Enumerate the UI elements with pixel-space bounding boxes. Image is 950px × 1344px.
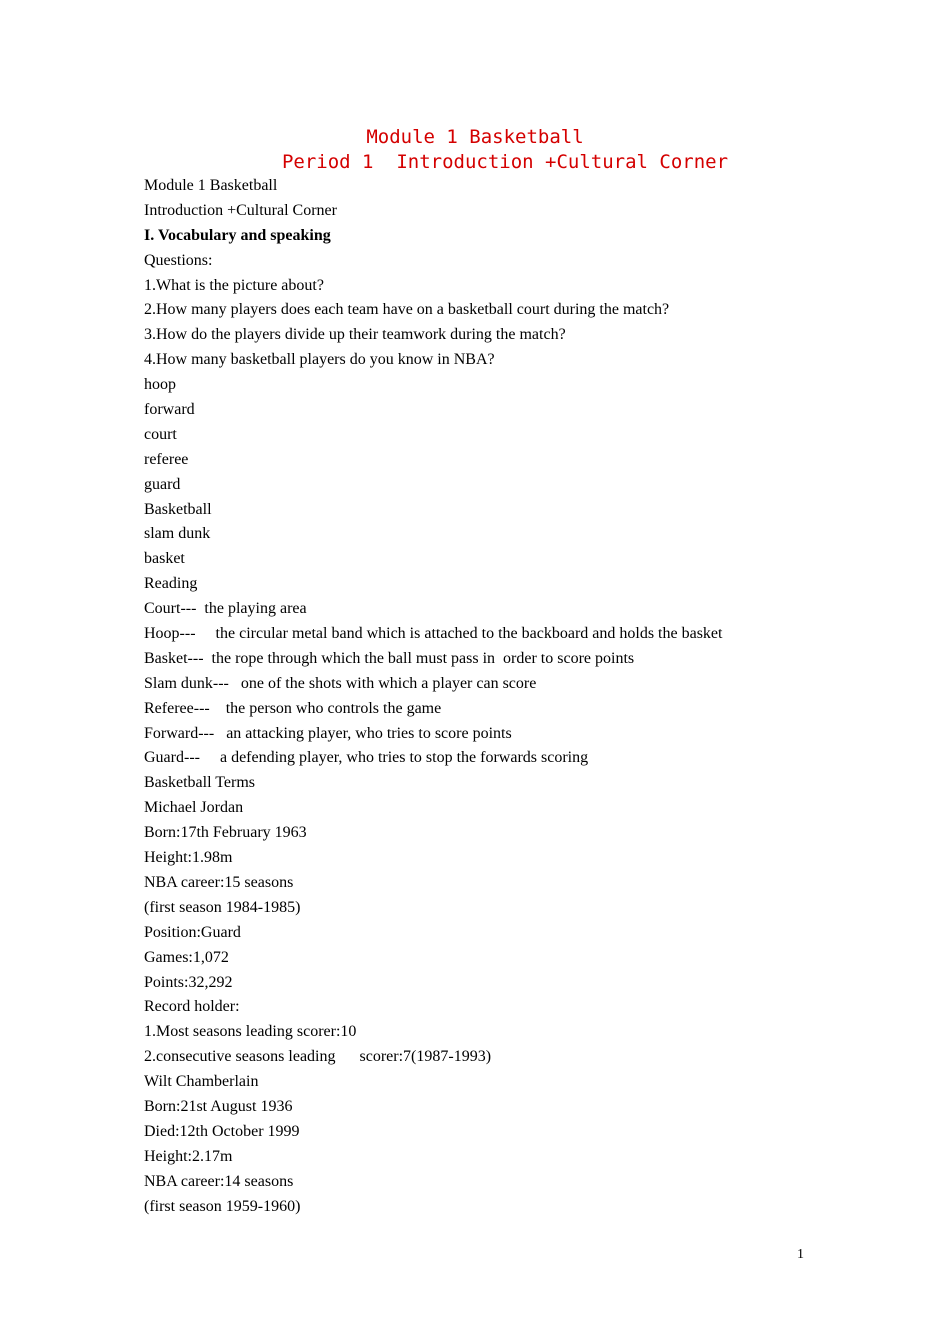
text-line: Wilt Chamberlain — [144, 1073, 259, 1091]
text-line: guard — [144, 475, 181, 493]
text-line: (first season 1984-1985) — [144, 898, 301, 916]
text-line: (first season 1959-1960) — [144, 1197, 301, 1215]
text-line: Court--- the playing area — [144, 600, 307, 618]
text-line: NBA career:15 seasons — [144, 873, 294, 891]
text-line: Points:32,292 — [144, 973, 233, 991]
module-title: Module 1 Basketball — [366, 126, 584, 148]
text-line: Died:12th October 1999 — [144, 1122, 300, 1140]
text-line: Referee--- the person who controls the game — [144, 699, 442, 717]
text-line: NBA career:14 seasons — [144, 1172, 294, 1190]
text-line: 2.consecutive seasons leading scorer:7(1987-1993) — [144, 1048, 492, 1066]
text-line: basket — [144, 550, 185, 568]
text-line: 3.How do the players divide up their teamwork during the match? — [144, 326, 566, 344]
section-heading: I. Vocabulary and speaking — [144, 226, 331, 244]
text-line: Reading — [144, 575, 198, 593]
text-line: Basketball Terms — [144, 774, 256, 792]
text-line: 2.How many players does each team have on a basketball court during the match? — [144, 301, 670, 319]
text-line: forward — [144, 401, 195, 419]
text-line: Guard--- a defending player, who tries to stop the forwards scoring — [144, 749, 589, 767]
text-line: Hoop--- the circular metal band which is attached to the backboard and holds the basket — [144, 625, 723, 643]
text-line: court — [144, 425, 177, 443]
text-line: Questions: — [144, 251, 213, 269]
page-number: 1 — [797, 1247, 804, 1262]
text-line: 1.Most seasons leading scorer:10 — [144, 1023, 357, 1041]
text-line: Height:1.98m — [144, 849, 233, 867]
period-title: Period 1 Introduction +Cultural Corner — [281, 151, 729, 173]
text-line: Basket--- the rope through which the ball must pass in order to score points — [144, 649, 635, 667]
text-line: Introduction +Cultural Corner — [144, 201, 337, 219]
text-line: Born:17th February 1963 — [144, 824, 307, 842]
text-line: Games:1,072 — [144, 948, 229, 966]
text-line: Height:2.17m — [144, 1147, 233, 1165]
text-line: Forward--- an attacking player, who tries to score points — [144, 724, 512, 742]
text-line: referee — [144, 450, 189, 468]
text-line: Module 1 Basketball — [144, 177, 278, 194]
text-line: 4.How many basketball players do you know in NBA? — [144, 351, 495, 369]
text-line: hoop — [144, 376, 176, 394]
text-line: Michael Jordan — [144, 799, 244, 817]
text-line: Record holder: — [144, 998, 240, 1016]
text-line: Slam dunk--- one of the shots with which a player can score — [144, 674, 537, 692]
text-line: 1.What is the picture about? — [144, 276, 324, 294]
text-line: slam dunk — [144, 525, 211, 543]
text-line: Born:21st August 1936 — [144, 1097, 293, 1115]
text-line: Position:Guard — [144, 923, 241, 941]
text-line: Basketball — [144, 500, 212, 518]
document-body — [144, 174, 844, 1219]
